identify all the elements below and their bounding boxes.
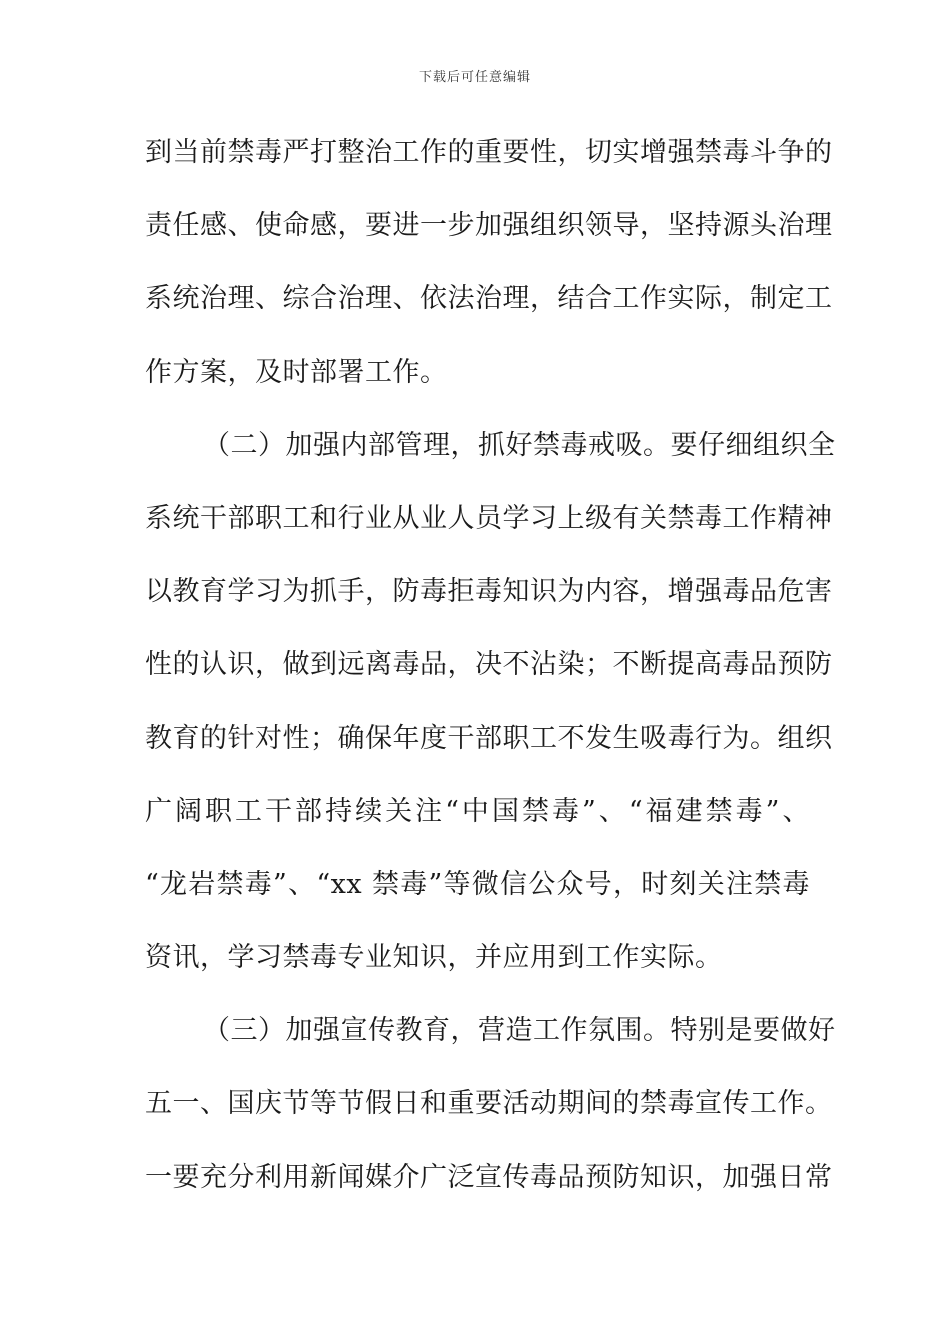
- text-line: 责任感、使命感，要进一步加强组织领导，坚持源头治理: [145, 210, 833, 242]
- section-heading-line: （二）加强内部管理，抓好禁毒戒吸。要仔细组织全: [203, 429, 836, 461]
- text-line: 五一、国庆节等节假日和重要活动期间的禁毒宣传工作。: [145, 1088, 833, 1120]
- text-line: 以教育学习为抓手，防毒拒毒知识为内容，增强毒品危害: [145, 576, 833, 608]
- section-heading-line: （三）加强宣传教育，营造工作氛围。特别是要做好: [203, 1015, 836, 1047]
- page-header-note: 下载后可任意编辑: [418, 70, 531, 85]
- text-line: 性的认识，做到远离毒品，决不沾染；不断提高毒品预防: [145, 649, 833, 681]
- text-line: 教育的针对性；确保年度干部职工不发生吸毒行为。组织: [145, 722, 833, 754]
- text-line: 系统干部职工和行业从业人员学习上级有关禁毒工作精神: [145, 502, 833, 534]
- text-line: 系统治理、综合治理、依法治理，结合工作实际，制定工: [145, 283, 833, 315]
- document-body: [145, 128, 836, 1226]
- text-line: 广阔职工干部持续关注“中国禁毒”、“福建禁毒”、: [145, 795, 810, 827]
- text-line: 作方案，及时部署工作。: [145, 356, 448, 388]
- text-line: 到当前禁毒严打整治工作的重要性，切实增强禁毒斗争的: [145, 137, 833, 168]
- text-line: “龙岩禁毒”、“xx 禁毒”等微信公众号，时刻关注禁毒: [145, 868, 810, 900]
- text-line: 一要充分利用新闻媒介广泛宣传毒品预防知识，加强日常: [145, 1161, 833, 1193]
- text-line: 资讯，学习禁毒专业知识，并应用到工作实际。: [145, 942, 723, 974]
